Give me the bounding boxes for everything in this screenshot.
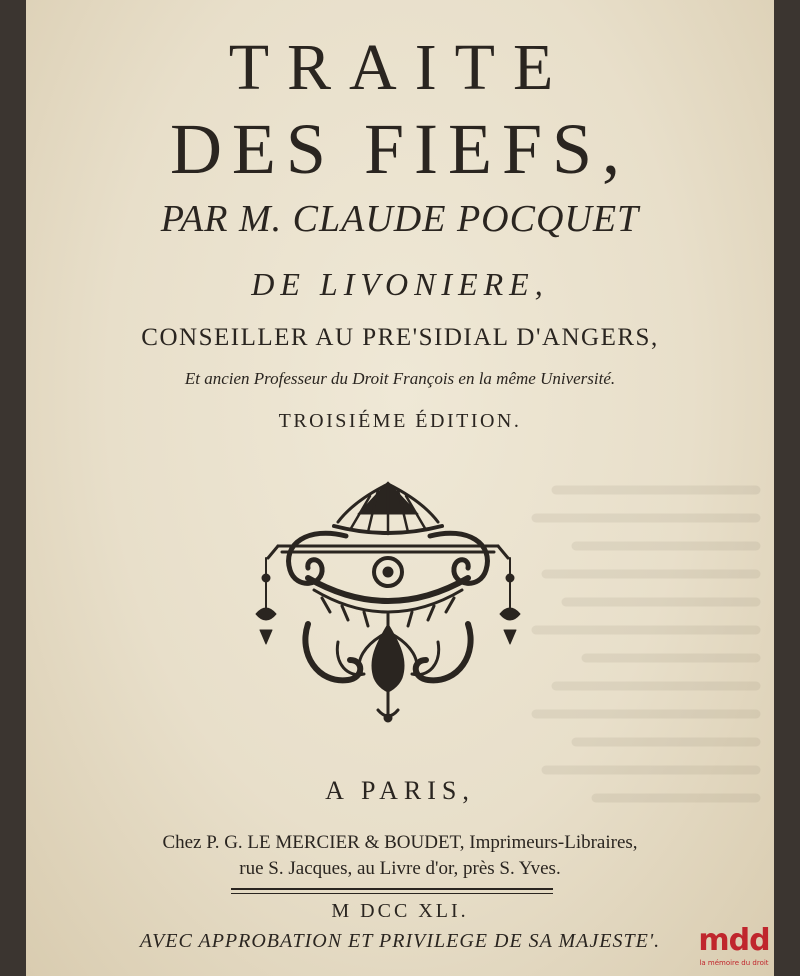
imprint-city: A PARIS,: [325, 776, 475, 805]
publisher-line-2: rue S. Jacques, au Livre d'or, près S. Yves.: [239, 858, 561, 879]
watermark-tagline: la mémoire du droit: [699, 959, 769, 967]
author-line-2: DE LIVONIERE,: [251, 266, 549, 302]
title-line-2: DES FIEFS,: [169, 109, 631, 189]
title-page: [26, 0, 774, 976]
title-line-1: TRAITE: [228, 31, 572, 104]
author-former-position: Et ancien Professeur du Droit François en la même Université.: [184, 369, 616, 388]
double-rule-bottom: [231, 893, 553, 894]
double-rule-top: [231, 888, 553, 890]
author-office: CONSEILLER AU PRE'SIDIAL D'ANGERS,: [141, 324, 659, 351]
imprint-year: M DCC XLI.: [331, 900, 469, 922]
royal-privilege-statement: AVEC APPROBATION ET PRIVILEGE DE SA MAJESTE'.: [139, 930, 661, 952]
author-line-1: PAR M. CLAUDE POCQUET: [160, 198, 640, 240]
publisher-line-1: Chez P. G. LE MERCIER & BOUDET, Imprimeurs-Libraires,: [162, 832, 638, 853]
watermark-mark: mdd: [698, 923, 770, 958]
edition-statement: TROISIÉME ÉDITION.: [278, 410, 522, 432]
mdd-watermark-logo: [686, 924, 782, 974]
fleuron-ornament-icon: [238, 474, 538, 726]
